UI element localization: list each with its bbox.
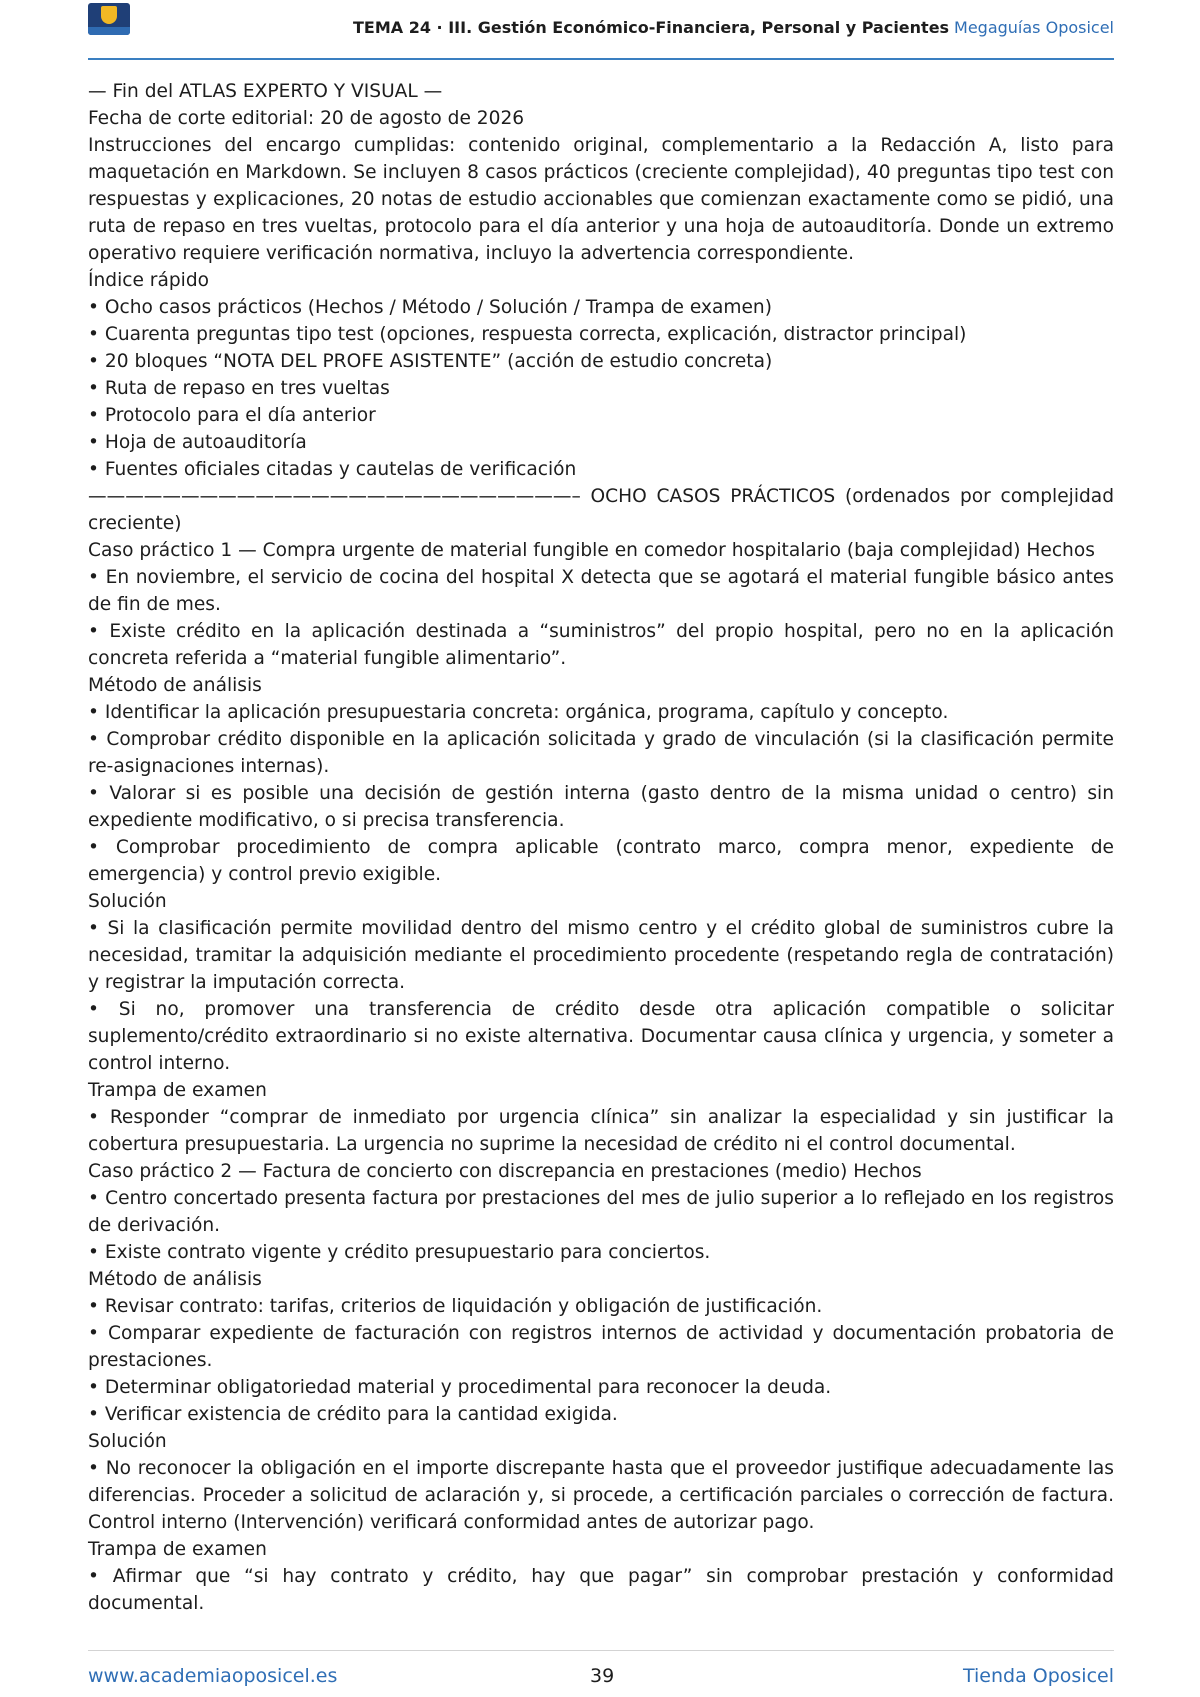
header-title: TEMA 24 · III. Gestión Económico-Financiera, Personal y Pacientes <box>353 18 950 37</box>
case-2-trap-item: • Afirmar que “si hay contrato y crédito, hay que pagar” sin comprobar prestación y conformidad documental. <box>88 1566 1114 1614</box>
document-body <box>88 78 1114 1617</box>
case-1-trap-item: • Responder “comprar de inmediato por urgencia clínica” sin analizar la especialidad y sin justificar la cobertura presupuestaria. La urgencia no suprime la necesidad de crédito ni el control documental. <box>88 1107 1114 1155</box>
index-item: • 20 bloques “NOTA DEL PROFE ASISTENTE” (acción de estudio concreta) <box>88 351 773 372</box>
instructions-paragraph: Instrucciones del encargo cumplidas: contenido original, complementario a la Redacción A, listo para maquetación en Markdown. Se incluyen 8 casos prácticos (creciente complejidad), 40 preguntas tipo test con respuestas y explicaciones, 20 notas de estudio accionables que comienzan exactamente como se pidió, una ruta de repaso en tres vueltas, protocolo para el día anterior y una hoja de autoauditoría. Donde un extremo operativo requiere verificación normativa, incluyo la advertencia correspondiente. <box>88 135 1114 264</box>
case-1-solution-item: • Si la clasificación permite movilidad dentro del mismo centro y el crédito global de suministros cubre la necesidad, tramitar la adquisición mediante el procedimiento procedente (respetando regla de contratación) y registrar la imputación correcta. <box>88 918 1114 993</box>
case-2-trap-heading: Trampa de examen <box>88 1539 267 1560</box>
section-separator-heading: ——————————————————————————– OCHO CASOS PRÁCTICOS (ordenados por complejidad creciente) <box>88 486 1114 534</box>
index-item: • Cuarenta preguntas tipo test (opciones, respuesta correcta, explicación, distractor principal) <box>88 324 967 345</box>
page-number: 39 <box>590 1665 615 1687</box>
case-1-fact: • Existe crédito en la aplicación destinada a “suministros” del propio hospital, pero no en la aplicación concreta referida a “material fungible alimentario”. <box>88 621 1114 669</box>
case-2-fact: • Existe contrato vigente y crédito presupuestario para conciertos. <box>88 1242 711 1263</box>
header-brand: Megaguías Oposicel <box>954 18 1114 37</box>
case-1-method-heading: Método de análisis <box>88 675 262 696</box>
case-1-trap-heading: Trampa de examen <box>88 1080 267 1101</box>
quick-index-heading: Índice rápido <box>88 270 209 291</box>
case-1-solution-item: • Si no, promover una transferencia de crédito desde otra aplicación compatible o solicitar suplemento/crédito extraordinario si no existe alternativa. Documentar causa clínica y urgencia, y someter a control interno. <box>88 999 1114 1074</box>
editorial-date: Fecha de corte editorial: 20 de agosto de 2026 <box>88 108 525 129</box>
case-1-heading: Caso práctico 1 — Compra urgente de material fungible en comedor hospitalario (baja complejidad) Hechos <box>88 540 1095 561</box>
shield-icon <box>101 6 117 24</box>
footer-shop-link[interactable]: Tienda Oposicel <box>962 1665 1114 1687</box>
case-2-fact: • Centro concertado presenta factura por prestaciones del mes de julio superior a lo reflejado en los registros de derivación. <box>88 1188 1114 1236</box>
case-2-method-item: • Comparar expediente de facturación con registros internos de actividad y documentación probatoria de prestaciones. <box>88 1323 1114 1371</box>
index-item: • Ruta de repaso en tres vueltas <box>88 378 390 399</box>
case-2-method-item: • Verificar existencia de crédito para la cantidad exigida. <box>88 1404 618 1425</box>
index-item: • Protocolo para el día anterior <box>88 405 376 426</box>
index-item: • Ocho casos prácticos (Hechos / Método / Solución / Trampa de examen) <box>88 297 772 318</box>
case-2-method-item: • Determinar obligatoriedad material y procedimental para reconocer la deuda. <box>88 1377 832 1398</box>
case-2-heading: Caso práctico 2 — Factura de concierto con discrepancia en prestaciones (medio) Hechos <box>88 1161 922 1182</box>
page-footer <box>88 1650 1114 1697</box>
case-1-fact: • En noviembre, el servicio de cocina del hospital X detecta que se agotará el material fungible básico antes de fin de mes. <box>88 567 1114 615</box>
case-2-solution-heading: Solución <box>88 1431 167 1452</box>
page-header <box>88 0 1114 60</box>
case-2-method-heading: Método de análisis <box>88 1269 262 1290</box>
case-1-method-item: • Comprobar procedimiento de compra aplicable (contrato marco, compra menor, expediente de emergencia) y control previo exigible. <box>88 837 1114 885</box>
case-1-method-item: • Identificar la aplicación presupuestaria concreta: orgánica, programa, capítulo y concepto. <box>88 702 949 723</box>
footer-website-link[interactable]: www.academiaoposicel.es <box>88 1665 338 1687</box>
index-item: • Hoja de autoauditoría <box>88 432 307 453</box>
logo-band <box>88 27 130 35</box>
case-1-method-item: • Valorar si es posible una decisión de gestión interna (gasto dentro de la misma unidad o centro) sin expediente modificativo, o si precisa transferencia. <box>88 783 1114 831</box>
case-1-method-item: • Comprobar crédito disponible en la aplicación solicitada y grado de vinculación (si la clasificación permite re-asignaciones internas). <box>88 729 1114 777</box>
oposicel-logo <box>88 3 130 35</box>
index-item: • Fuentes oficiales citadas y cautelas de verificación <box>88 459 577 480</box>
case-2-solution-item: • No reconocer la obligación en el importe discrepante hasta que el proveedor justifique adecuadamente las diferencias. Proceder a solicitud de aclaración y, si procede, a certificación parciales o corrección de factura. Control interno (Intervención) verificará conformidad antes de autorizar pago. <box>88 1458 1114 1533</box>
end-of-atlas-line: — Fin del ATLAS EXPERTO Y VISUAL — <box>88 81 443 102</box>
case-2-method-item: • Revisar contrato: tarifas, criterios de liquidación y obligación de justificación. <box>88 1296 823 1317</box>
case-1-solution-heading: Solución <box>88 891 167 912</box>
